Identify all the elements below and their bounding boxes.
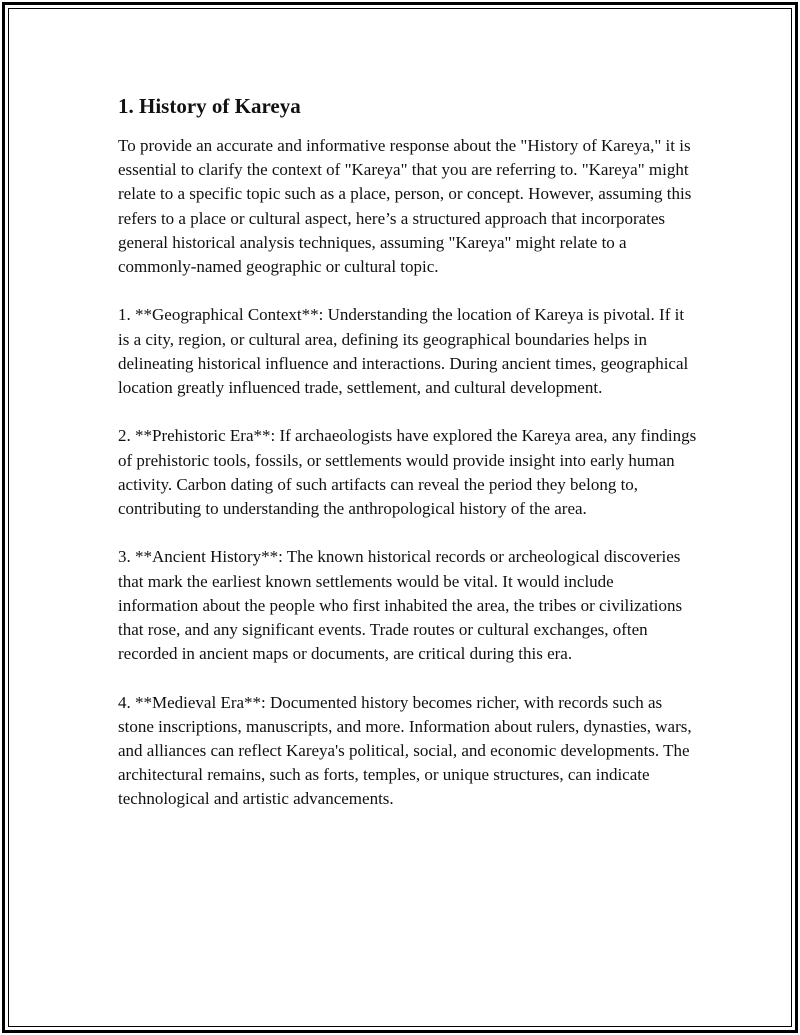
section-title: 1. History of Kareya — [118, 94, 301, 118]
document-body — [118, 92, 698, 836]
medieval-era-paragraph: 4. **Medieval Era**: Documented history becomes richer, with records such as stone inscriptions, manuscripts, and more. Information about rulers, dynasties, wars, and alliances can reflect Kareya's political, social, and economic developments. The architectural remains, such as forts, temples, or unique structures, can indicate technological and artistic advancements. — [118, 692, 692, 809]
geographical-context-paragraph: 1. **Geographical Context**: Understanding the location of Kareya is pivotal. If it is a city, region, or cultural area, defining its geographical boundaries helps in delineating historical influence and interactions. During ancient times, geographical location greatly influenced trade, settlement, and cultural development. — [118, 305, 689, 398]
ancient-history-paragraph: 3. **Ancient History**: The known historical records or archeological discoveries that mark the earliest known settlements would be vital. It would include information about the people who first inhabited the area, the tribes or civilizations that rose, and any significant events. Trade routes or cultural exchanges, often recorded in ancient maps or documents, are critical during this era. — [118, 547, 683, 664]
intro-paragraph: To provide an accurate and informative response about the "History of Kareya," it is essential to clarify the context of "Kareya" that you are referring to. "Kareya" might relate to a specific topic such as a place, person, or concept. However, assuming this refers to a place or cultural aspect, here’s a structured approach that incorporates general historical analysis techniques, assuming "Kareya" might relate to a commonly-named geographic or cultural topic. — [118, 136, 692, 277]
prehistoric-era-paragraph: 2. **Prehistoric Era**: If archaeologists have explored the Kareya area, any findings of prehistoric tools, fossils, or settlements would provide insight into early human activity. Carbon dating of such artifacts can reveal the period they belong to, contributing to understanding the anthropological history of the area. — [118, 426, 697, 519]
